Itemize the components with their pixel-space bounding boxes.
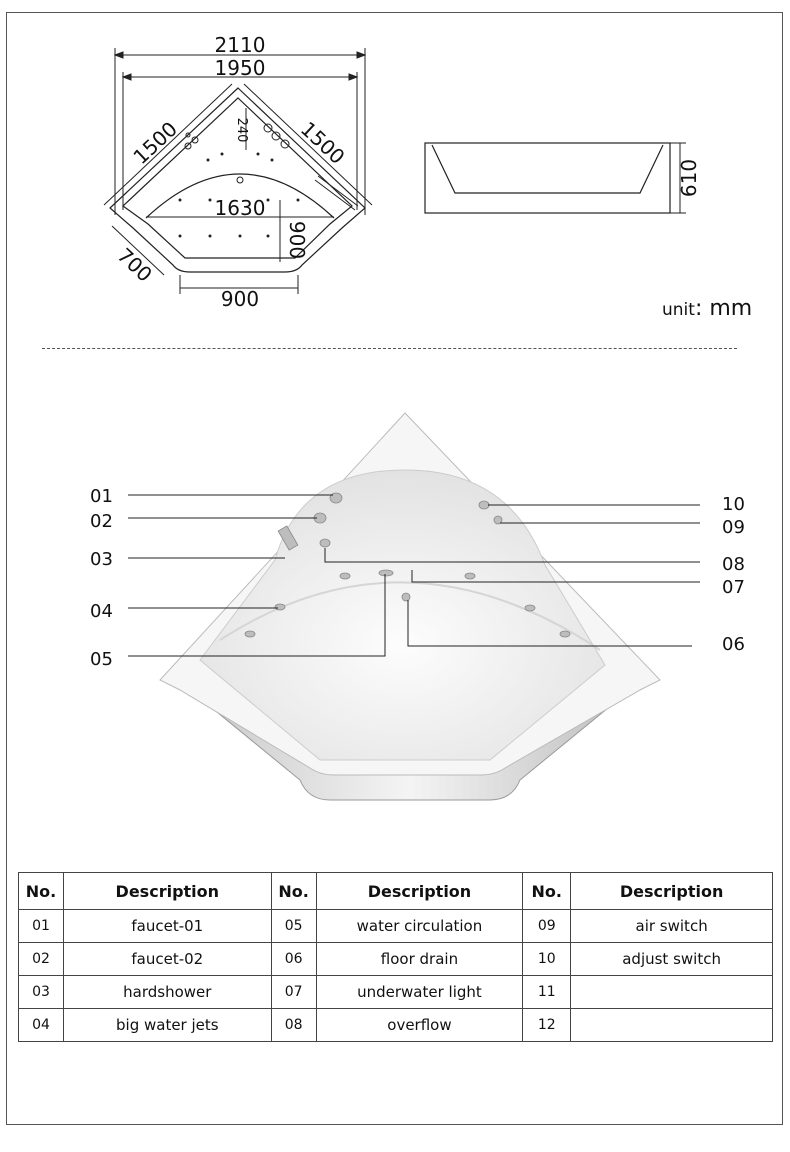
callout-01: 01 [90,486,113,507]
header-no-3: No. [523,873,571,910]
part-description: faucet-01 [63,910,271,943]
header-description-2: Description [316,873,523,910]
part-description: water circulation [316,910,523,943]
header-description-3: Description [571,873,773,910]
callout-07: 07 [722,577,745,598]
unit-colon: : [694,296,703,321]
part-description: adjust switch [571,943,773,976]
section-divider [42,348,737,349]
part-description [571,976,773,1009]
part-description: overflow [316,1009,523,1042]
dim-900-bottom-label: 900 [220,287,260,311]
header-description-1: Description [63,873,271,910]
part-number: 10 [523,943,571,976]
callout-03: 03 [90,549,113,570]
table-row [19,943,773,976]
part-number: 09 [523,910,571,943]
callout-06: 06 [722,634,745,655]
top-view-jets [179,153,300,238]
part-description: floor drain [316,943,523,976]
parts-table [18,872,773,1042]
part-number: 08 [271,1009,316,1042]
part-number: 01 [19,910,64,943]
part-number: 12 [523,1009,571,1042]
dim-1500-right-label: 1500 [295,116,350,170]
header-no-2: No. [271,873,316,910]
header-no-1: No. [19,873,64,910]
part-number: 05 [271,910,316,943]
part-number: 04 [19,1009,64,1042]
dim-700-label: 700 [112,243,157,287]
dim-1630-label: 1630 [214,196,266,220]
tub-body [160,413,660,800]
side-view-outline [425,143,670,213]
part-description: big water jets [63,1009,271,1042]
unit-label [662,296,752,321]
part-description: faucet-02 [63,943,271,976]
dim-900-vertical-label: 900 [285,220,309,260]
dim-1950-label: 1950 [214,56,266,80]
dim-610-label: 610 [677,158,701,198]
dim-240-label: 240 [234,117,249,143]
part-description: underwater light [316,976,523,1009]
dim-2110-label: 2110 [214,33,266,57]
part-number: 07 [271,976,316,1009]
dim-1500-left-label: 1500 [128,116,183,170]
part-number: 02 [19,943,64,976]
part-number: 06 [271,943,316,976]
part-description [571,1009,773,1042]
bathtub-render [0,400,790,880]
table-row [19,976,773,1009]
table-row [19,910,773,943]
unit-prefix: unit [662,300,695,320]
unit-value: mm [709,296,753,321]
callout-09: 09 [722,517,745,538]
part-number: 11 [523,976,571,1009]
callout-04: 04 [90,601,113,622]
table-header-row [19,873,773,910]
part-description: air switch [571,910,773,943]
part-description: hardshower [63,976,271,1009]
part-number: 03 [19,976,64,1009]
table-row [19,1009,773,1042]
callout-08: 08 [722,554,745,575]
callout-05: 05 [90,649,113,670]
callout-10: 10 [722,494,745,515]
callout-02: 02 [90,511,113,532]
